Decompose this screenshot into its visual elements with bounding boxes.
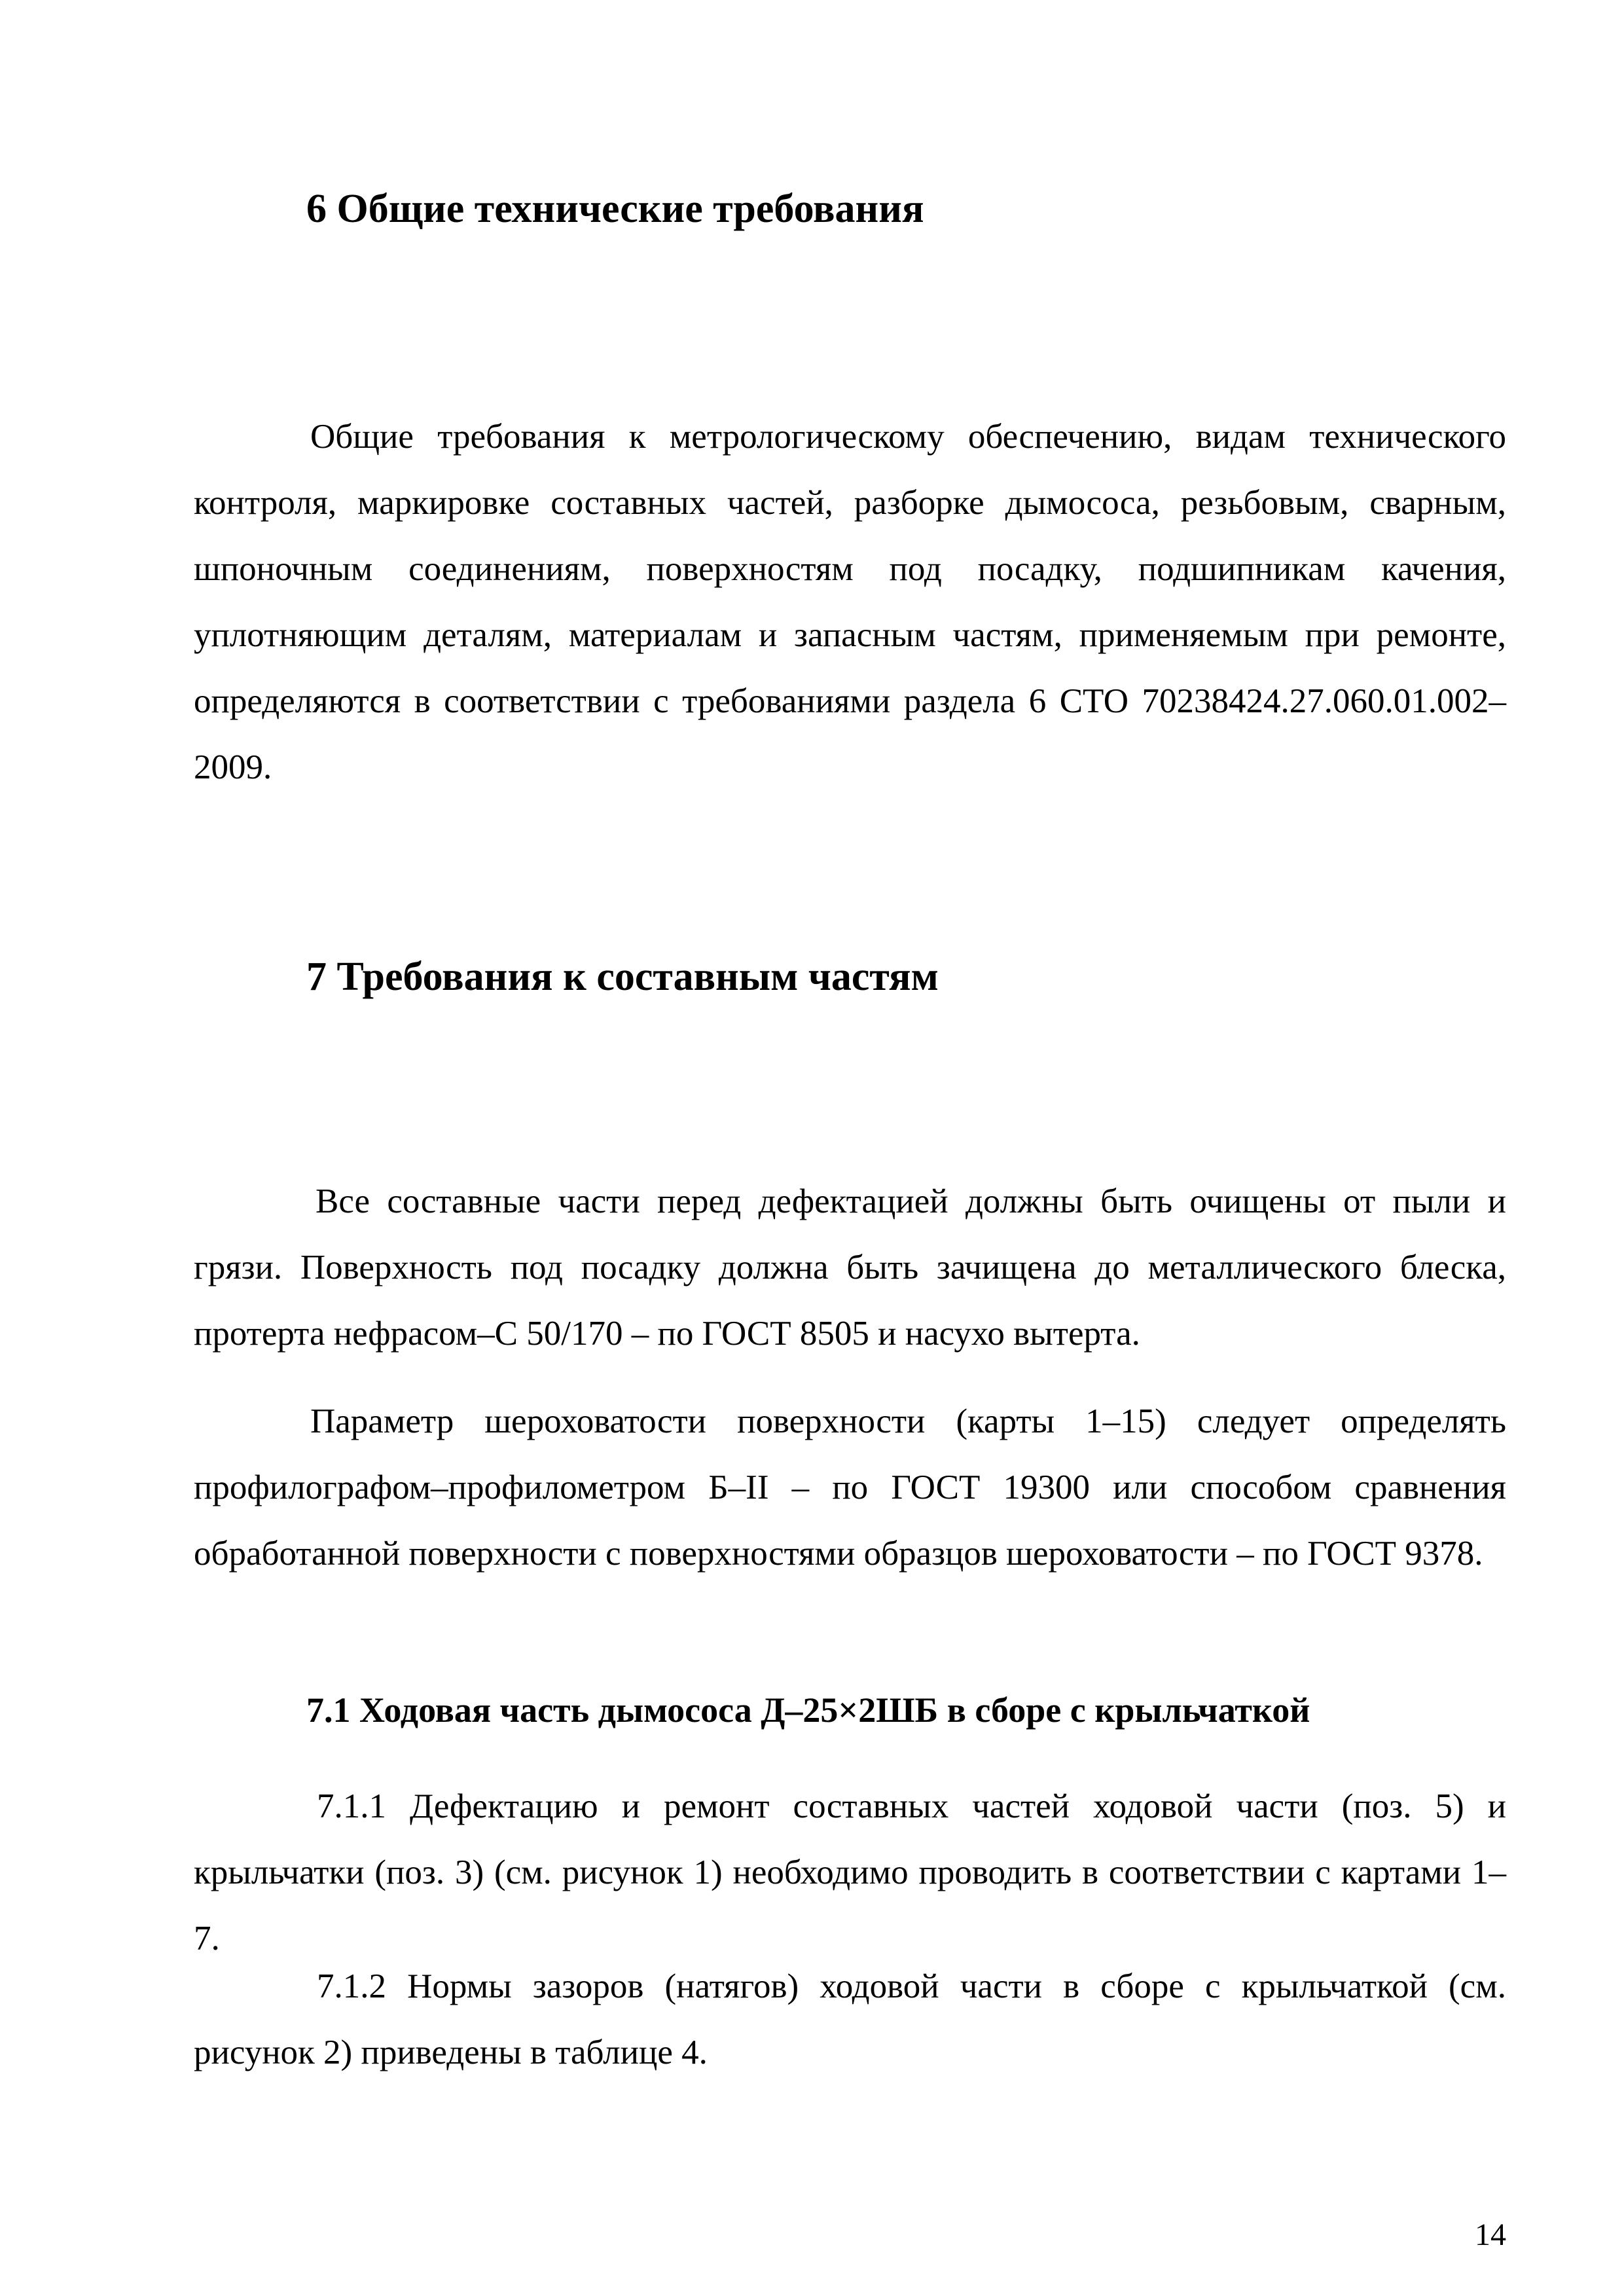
item-7-1-2-paragraph: 7.1.2 Нормы зазоров (натягов) ходовой части в сборе с крыльчаткой (см. рисунок 2) приведены в таблице 4. [194, 1967, 1506, 2071]
page-number: 14 [1475, 2217, 1506, 2252]
section-7-1-heading: 7.1 Ходовая часть дымососа Д–25×2ШБ в сборе с крыльчаткой [306, 1690, 1310, 1730]
section-6-paragraph: Общие требования к метрологическому обеспечению, видам технического контроля, маркировке составных частей, разборке дымососа, резьбовым, сварным, шпоночным соединениям, поверхностям под посадку, подшипникам качения, уплотняющим деталям, материалам и запасным частям, применяемым при ремонте, определяются в соответствии с требованиями раздела 6 СТО 70238424.27.060.01.002–2009. [194, 418, 1506, 786]
section-6-heading: 6 Общие технические требования [306, 187, 924, 231]
item-7-1-1-paragraph: 7.1.1 Дефектацию и ремонт составных частей ходовой части (поз. 5) и крыльчатки (поз. 3) (см. рисунок 1) необходимо проводить в соответствии с картами 1–7. [194, 1787, 1506, 1958]
section-7-paragraph-roughness: Параметр шероховатости поверхности (карты 1–15) следует определять профилографом–профилометром Б–II – по ГОСТ 19300 или способом сравнения обработанной поверхности с поверхностями образцов шероховатости – по ГОСТ 9378. [194, 1402, 1506, 1573]
section-7-heading: 7 Требования к составным частям [306, 955, 939, 999]
section-7-paragraph-cleaning: Все составные части перед дефектацией должны быть очищены от пыли и грязи. Поверхность под посадку должна быть зачищена до металлического блеска, протерта нефрасом–С 50/170 – по ГОСТ 8505 и насухо вытерта. [194, 1182, 1506, 1353]
